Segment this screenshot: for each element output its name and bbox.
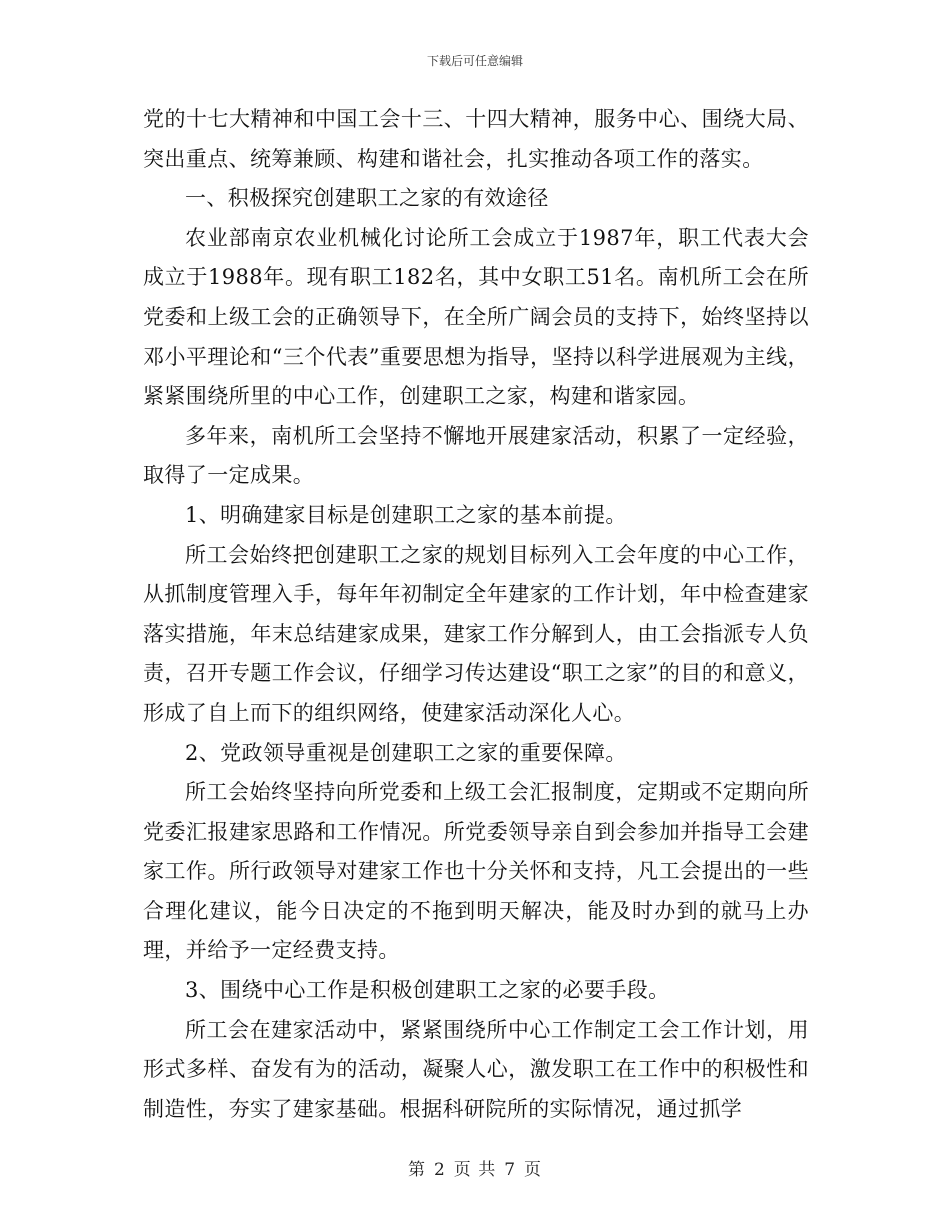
paragraph: 多年来，南机所工会坚持不懈地开展建家活动，积累了一定经验，取得了一定成果。 [143, 423, 809, 488]
page-footer [0, 1155, 950, 1180]
page-total: 7 [504, 1160, 517, 1180]
subsection-heading: 1、明确建家目标是创建职工之家的基本前提。 [185, 502, 627, 527]
document-body [143, 100, 809, 1129]
footer-middle: 页 共 [453, 1160, 497, 1180]
footer-suffix: 页 [524, 1160, 543, 1180]
subsection-heading: 2、党政领导重视是创建职工之家的重要保障。 [185, 740, 627, 765]
header-note: 下载后可任意编辑 [426, 54, 523, 68]
paragraph: 所工会始终坚持向所党委和上级工会汇报制度，定期或不定期向所党委汇报建家思路和工作情况。所党委领导亲自到会参加并指导工会建家工作。所行政领导对建家工作也十分关怀和支持，凡工会提出的一些合理化建议，能今日决定的不拖到明天解决，能及时办到的就马上办理，并给予一定经费支持。 [143, 780, 809, 963]
subsection-heading: 3、围绕中心工作是积极创建职工之家的必要手段。 [185, 978, 670, 1003]
footer-prefix: 第 [407, 1160, 426, 1180]
paragraph: 所工会在建家活动中，紧紧围绕所中心工作制定工会工作计划，用形式多样、奋发有为的活动，凝聚人心，激发职工在工作中的积极性和制造性，夯实了建家基础。根据科研院所的实际情况，通过抓学 [143, 1017, 809, 1121]
page-number: 2 [433, 1160, 446, 1180]
paragraph: 农业部南京农业机械化讨论所工会成立于1987年，职工代表大会成立于1988年。现有职工182名，其中女职工51名。南机所工会在所党委和上级工会的正确领导下，在全所广阔会员的支持下，始终坚持以邓小平理论和“三个代表”重要思想为指导，坚持以科学进展观为主线，紧紧围绕所里的中心工作，创建职工之家，构建和谐家园。 [143, 225, 809, 409]
section-heading: 一、积极探究创建职工之家的有效途径 [185, 186, 549, 211]
paragraph: 所工会始终把创建职工之家的规划目标列入工会年度的中心工作，从抓制度管理入手，每年年初制定全年建家的工作计划，年中检查建家落实措施，年末总结建家成果，建家工作分解到人，由工会指派专人负责，召开专题工作会议，仔细学习传达建设“职工之家”的目的和意义，形成了自上而下的组织网络，使建家活动深化人心。 [143, 542, 809, 725]
paragraph: 党的十七大精神和中国工会十三、十四大精神，服务中心、围绕大局、突出重点、统筹兼顾、构建和谐社会，扎实推动各项工作的落实。 [143, 107, 809, 171]
